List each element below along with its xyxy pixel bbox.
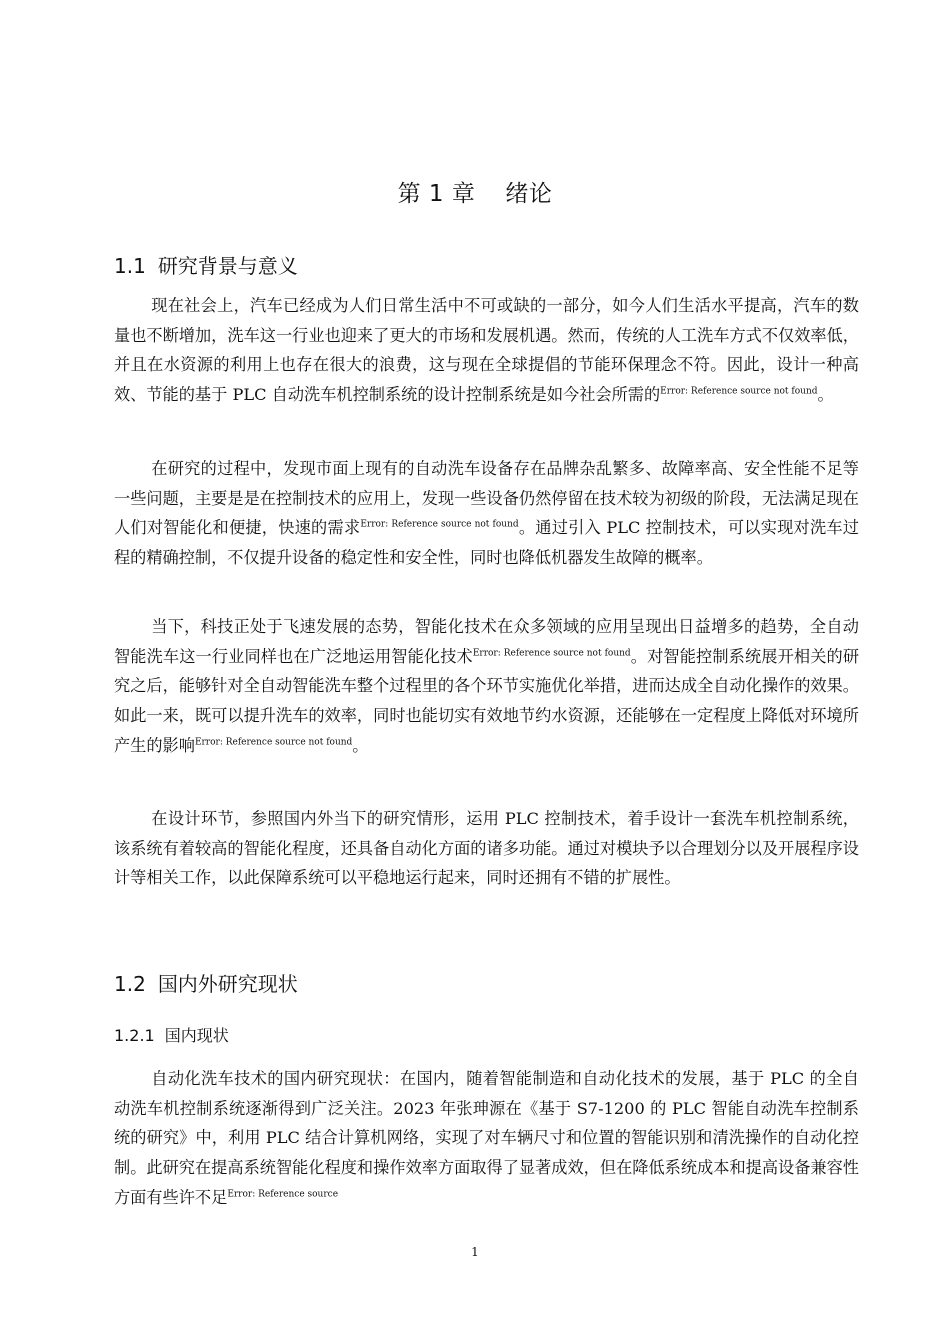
paragraph-background-3: 当下，科技正处于飞速发展的态势，智能化技术在众多领域的应用呈现出日益增多的趋势，全自动智能洗车这一行业同样也在广泛地运用智能化技术$^{Error: Reference source not found}$。对智能控制系统展开相关的研究之后，能够针对全自动智能洗车整个过程里的各个环节实施优化举措，进而达成全自动化操作的效果。如此一来，既可以提升洗车的效率，同时也能切实有效地节约水资源，还能够在一定程度上降低对环境所产生的影响$^{Error: Reference source not found}$。 bbox=[114, 617, 860, 755]
chapter-heading bbox=[0, 178, 950, 210]
section-number: 1.2 bbox=[114, 972, 146, 996]
subsection-number: 1.2.1 bbox=[114, 1026, 155, 1045]
chapter-title: 绪论 bbox=[505, 181, 553, 207]
reference-error: Error: Reference source not found bbox=[360, 520, 519, 531]
chapter-number: 第 1 章 bbox=[397, 181, 476, 207]
section-number: 1.1 bbox=[114, 254, 146, 278]
section-title: 研究背景与意义 bbox=[157, 254, 298, 278]
paragraph-background-2: 在研究的过程中，发现市面上现有的自动洗车设备存在品牌杂乱繁多、故障率高、安全性能不足等一些问题，主要是是在控制技术的应用上，发现一些设备仍然停留在技术较为初级的阶段，无法满足现在人们对智能化和便捷，快速的需求$^{Error: Reference source not found}$。通过引入 PLC 控制技术，可以实现对洗车过程的精确控制，不仅提升设备的稳定性和安全性，同时也降低机器发生故障的概率。 bbox=[114, 459, 859, 568]
section-title: 国内外研究现状 bbox=[157, 972, 298, 996]
page-number: 1 bbox=[471, 1245, 479, 1259]
reference-error: Error: Reference source not found bbox=[660, 386, 818, 397]
subsection-heading-1-2-1 bbox=[114, 1024, 229, 1048]
subsection-title: 国内现状 bbox=[164, 1026, 229, 1045]
reference-error: Error: Reference source bbox=[227, 1189, 339, 1200]
reference-error: Error: Reference source not found bbox=[472, 648, 631, 659]
paragraph-background-4: 在设计环节，参照国内外当下的研究情形，运用 PLC 控制技术，着手设计一套洗车机控制系统，该系统有着较高的智能化程度，还具备自动化方面的诸多功能。通过对模块予以合理划分以及开展程序设计等相关工作，以此保障系统可以平稳地运行起来，同时还拥有不错的扩展性。 bbox=[114, 809, 859, 888]
section-heading-1-1 bbox=[114, 252, 298, 280]
paragraph-domestic-status: 自动化洗车技术的国内研究现状：在国内，随着智能制造和自动化技术的发展，基于 PLC 的全自动洗车机控制系统逐渐得到广泛关注。2023 年张珅源在《基于 S7-1200 的 PLC 智能自动洗车控制系统的研究》中，利用 PLC 结合计算机网络，实现了对车辆尺寸和位置的智能识别和清洗操作的自动化控制。此研究在提高系统智能化程度和操作效率方面取得了显著成效，但在降低系统成本和提高设备兼容性方面有些许不足$^{Error: Reference source}$ bbox=[114, 1069, 859, 1207]
section-heading-1-2 bbox=[114, 970, 298, 998]
reference-error: Error: Reference source not found bbox=[194, 737, 353, 748]
paragraph-background-1: 现在社会上，汽车已经成为人们日常生活中不可或缺的一部分，如今人们生活水平提高，汽车的数量也不断增加，洗车这一行业也迎来了更大的市场和发展机遇。然而，传统的人工洗车方式不仅效率低，并且在水资源的利用上也存在很大的浪费，这与现在全球提倡的节能环保理念不符。因此，设计一种高效、节能的基于 PLC 自动洗车机控制系统的设计控制系统是如今社会所需的$^{Error: Reference source not found}$。 bbox=[114, 296, 859, 405]
